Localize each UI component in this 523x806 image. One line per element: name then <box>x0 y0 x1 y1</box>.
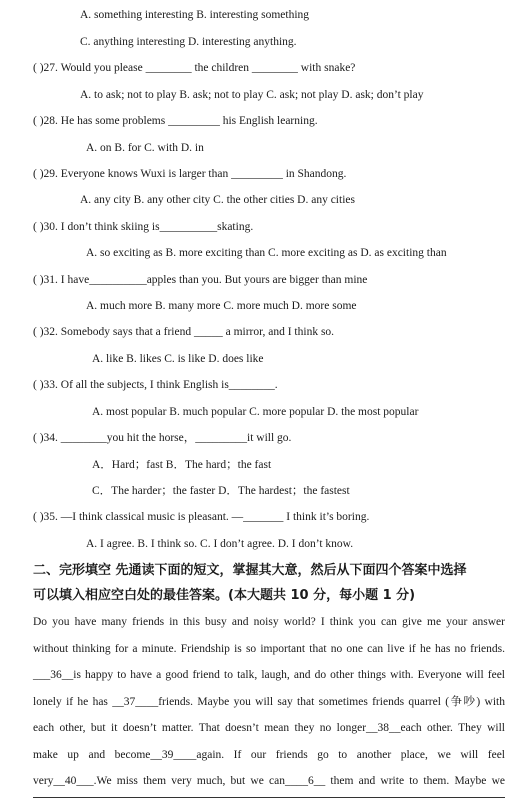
q32-stem: ( )32. Somebody says that a friend _____ a mirror, and I think so. <box>33 326 335 338</box>
passage-line-p6: make up and become__39____again. If our friends go to another place, we will feel <box>33 749 505 761</box>
q33-stem: ( )33. Of all the subjects, I think English is________. <box>33 379 278 391</box>
section-title-line-1: 二、完形填空 先通读下面的短文，掌握其大意，然后从下面四个答案中选择 <box>33 563 467 578</box>
q29-opts: A. any city B. any other city C. the other cities D. any cities <box>80 194 355 206</box>
q26-optCD: C. anything interesting D. interesting anything. <box>80 36 297 48</box>
q30-stem: ( )30. I don’t think skiing is__________skating. <box>33 221 254 233</box>
q32-opts: A. like B. likes C. is like D. does like <box>92 353 264 365</box>
passage-line-p5: each other, but it doesn’t matter. That doesn’t mean they no longer__38__each other. They will <box>33 722 505 734</box>
q29-stem: ( )29. Everyone knows Wuxi is larger than _________ in Shandong. <box>33 168 347 180</box>
q33-opts: A. most popular B. much popular C. more popular D. the most popular <box>92 406 419 418</box>
q31-stem: ( )31. I have__________apples than you. But yours are bigger than mine <box>33 274 368 286</box>
q30-opts: A. so exciting as B. more exciting than C. more exciting as D. as exciting than <box>86 247 447 259</box>
section-title-line-2: 可以填入相应空白处的最佳答案。(本大题共 10 分，每小题 1 分) <box>33 588 416 603</box>
passage-line-p1: Do you have many friends in this busy and noisy world? I think you can give me your answer <box>33 616 505 628</box>
bottom-divider <box>33 797 505 798</box>
passage-line-p3: ___36__is happy to have a good friend to talk, laugh, and do other things with. Everyone will feel <box>33 669 505 681</box>
passage-line-p2: without thinking for a minute. Friendship is so important that no one can live if he has no friends. <box>33 643 505 655</box>
passage-line-p7: very__40___.We miss them very much, but we can____6__ them and write to them. Maybe we <box>33 775 505 787</box>
q34-optCD: C．The harder；the faster D．The hardest；the fastest <box>92 485 350 497</box>
q28-opts: A. on B. for C. with D. in <box>86 142 204 154</box>
q35-stem: ( )35. —I think classical music is pleasant. —_______ I think it’s boring. <box>33 511 370 523</box>
q27-opts: A. to ask; not to play B. ask; not to play C. ask; not play D. ask; don’t play <box>80 89 424 101</box>
q28-stem: ( )28. He has some problems _________ his English learning. <box>33 115 318 127</box>
q27-stem: ( )27. Would you please ________ the children ________ with snake? <box>33 62 356 74</box>
q31-opts: A. much more B. many more C. more much D. more some <box>86 300 357 312</box>
q34-optAB: A．Hard；fast B．The hard；the fast <box>92 459 272 471</box>
passage-line-p4: lonely if he has __37____friends. Maybe you will say that sometimes friends quarrel (争吵) with <box>33 696 505 708</box>
q34-stem: ( )34. ________you hit the horse，_________it will go. <box>33 432 292 444</box>
q26-optAB: A. something interesting B. interesting something <box>80 9 310 21</box>
q35-opts: A. I agree. B. I think so. C. I don’t agree. D. I don’t know. <box>86 538 354 550</box>
